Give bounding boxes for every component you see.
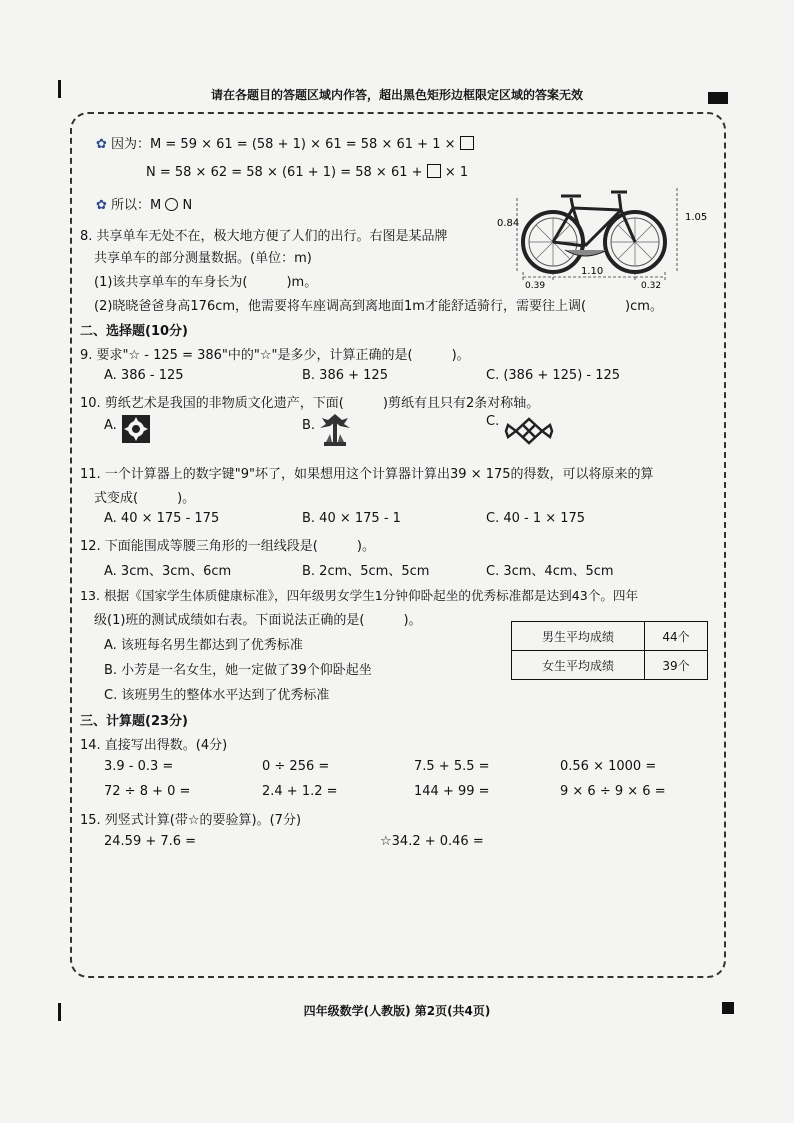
q14-item: 2.4 + 1.2 = [262, 784, 338, 799]
q10-option-c[interactable] [486, 414, 499, 429]
q14-item: 0.56 × 1000 = [560, 759, 657, 774]
q7-line3-text: 所以：M [111, 198, 162, 213]
q12-option-b[interactable]: B. 2cm、5cm、5cm [302, 564, 430, 579]
papercut-a-icon [120, 413, 152, 445]
dim-wheelbase: 1.10 [581, 266, 604, 277]
q14-item: 7.5 + 5.5 = [414, 759, 490, 774]
q7-line2-suffix: × 1 [444, 165, 469, 180]
q7-line3 [96, 194, 192, 213]
answer-box[interactable] [427, 164, 441, 178]
bicycle-diagram [495, 180, 720, 290]
q14-stem: 14. 直接写出得数。(4分) [80, 738, 228, 753]
q11-stem-line1: 11. 一个计算器上的数字键"9"坏了，如果想用这个计算器计算出39 × 175的得数，可以将原来的算 [80, 467, 654, 482]
q15-item-a: 24.59 + 7.6 = [104, 834, 197, 849]
q10-option-a-label: A. [104, 418, 117, 433]
table-cell-value: 39个 [645, 651, 708, 680]
q7-line2-text: N = 58 × 62 = 58 × (61 + 1) = 58 × 61 + [146, 165, 423, 180]
q14-item: 72 ÷ 8 + 0 = [104, 784, 191, 799]
q11-option-c[interactable]: C. 40 - 1 × 175 [486, 511, 586, 526]
q13-option-c[interactable]: C. 该班男生的整体水平达到了优秀标准 [104, 688, 330, 703]
table-row [512, 651, 708, 680]
q12-option-a[interactable]: A. 3cm、3cm、6cm [104, 564, 232, 579]
q15-stem: 15. 列竖式计算(带☆的要验算)。(7分) [80, 813, 302, 828]
table-row [512, 622, 708, 651]
compare-circle[interactable] [165, 198, 178, 211]
q8-stem-line1: 8. 共享单车无处不在，极大地方便了人们的出行。右图是某品牌 [80, 229, 448, 244]
q13-stem-line2: 级(1)班的测试成绩如右表。下面说法正确的是( )。 [94, 613, 422, 628]
q14-item: 0 ÷ 256 = [262, 759, 330, 774]
q9-stem: 9. 要求"☆ - 125 = 386"中的"☆"是多少，计算正确的是( )。 [80, 348, 470, 363]
q10-option-b-label: B. [302, 418, 316, 433]
bicycle-svg [495, 180, 720, 290]
q13-option-b[interactable]: B. 小芳是一名女生，她一定做了39个仰卧起坐 [104, 663, 372, 678]
table-cell-label: 男生平均成绩 [512, 622, 645, 651]
chain-guard [565, 250, 607, 256]
q14-item: 144 + 99 = [414, 784, 490, 799]
page-footer: 四年级数学(人教版) 第2页(共4页) [303, 1004, 491, 1018]
q10-option-b[interactable] [302, 418, 315, 433]
answer-box[interactable] [460, 136, 474, 150]
q8-stem-line2: 共享单车的部分测量数据。(单位：m) [94, 251, 312, 266]
q14-item: 3.9 - 0.3 = [104, 759, 174, 774]
q15-item-b: ☆34.2 + 0.46 = [380, 834, 484, 849]
q8-sub2: (2)晓晓爸爸身高176cm，他需要将车座调高到离地面1m才能舒适骑行，需要往上调( )cm。 [94, 299, 663, 314]
flower-icon: ✿ [96, 137, 107, 152]
score-table [511, 621, 708, 680]
q7-line1 [96, 133, 474, 152]
spokes [529, 218, 659, 266]
table-cell-label: 女生平均成绩 [512, 651, 645, 680]
section-2-title: 二、选择题(10分) [80, 324, 188, 339]
q13-stem-line1: 13. 根据《国家学生体质健康标准》，四年级男女学生1分钟仰卧起坐的优秀标准都是达到43个。四年 [80, 588, 639, 603]
dim-rear: 0.39 [525, 281, 546, 290]
q14-item: 9 × 6 ÷ 9 × 6 = [560, 784, 666, 799]
flower-icon: ✿ [96, 198, 107, 213]
q9-option-a[interactable]: A. 386 - 125 [104, 368, 184, 383]
q12-option-c[interactable]: C. 3cm、4cm、5cm [486, 564, 614, 579]
q8-sub1: (1)该共享单车的车身长为( )m。 [94, 275, 318, 290]
q9-option-b[interactable]: B. 386 + 125 [302, 368, 388, 383]
q11-stem-line2: 式变成( )。 [94, 491, 196, 506]
dim-right-height: 1.05 [685, 212, 708, 223]
papercut-c-knot-icon [504, 416, 554, 446]
q7-line1-text: 因为：M = 59 × 61 = (58 + 1) × 61 = 58 × 61 + 1 × [111, 137, 456, 152]
q10-option-a[interactable] [104, 418, 117, 433]
papercut-b-icon [318, 410, 352, 448]
answer-area-notice: 请在各题目的答题区域内作答，超出黑色矩形边框限定区域的答案无效 [210, 88, 583, 102]
bike-frame [553, 192, 635, 246]
table-cell-value: 44个 [645, 622, 708, 651]
q11-option-b[interactable]: B. 40 × 175 - 1 [302, 511, 401, 526]
dim-front: 0.32 [641, 281, 662, 290]
q12-stem: 12. 下面能围成等腰三角形的一组线段是( )。 [80, 539, 375, 554]
dim-left-height: 0.84 [497, 218, 520, 229]
q13-option-a[interactable]: A. 该班每名男生都达到了优秀标准 [104, 638, 303, 653]
q7-line3-suffix: N [182, 198, 193, 213]
section-3-title: 三、计算题(23分) [80, 714, 188, 729]
q10-option-c-label: C. [486, 414, 500, 429]
q7-line2 [146, 164, 468, 180]
q10-stem: 10. 剪纸艺术是我国的非物质文化遗产，下面( )剪纸有且只有2条对称轴。 [80, 396, 540, 411]
q11-option-a[interactable]: A. 40 × 175 - 175 [104, 511, 220, 526]
q9-option-c[interactable]: C. (386 + 125) - 125 [486, 368, 621, 383]
